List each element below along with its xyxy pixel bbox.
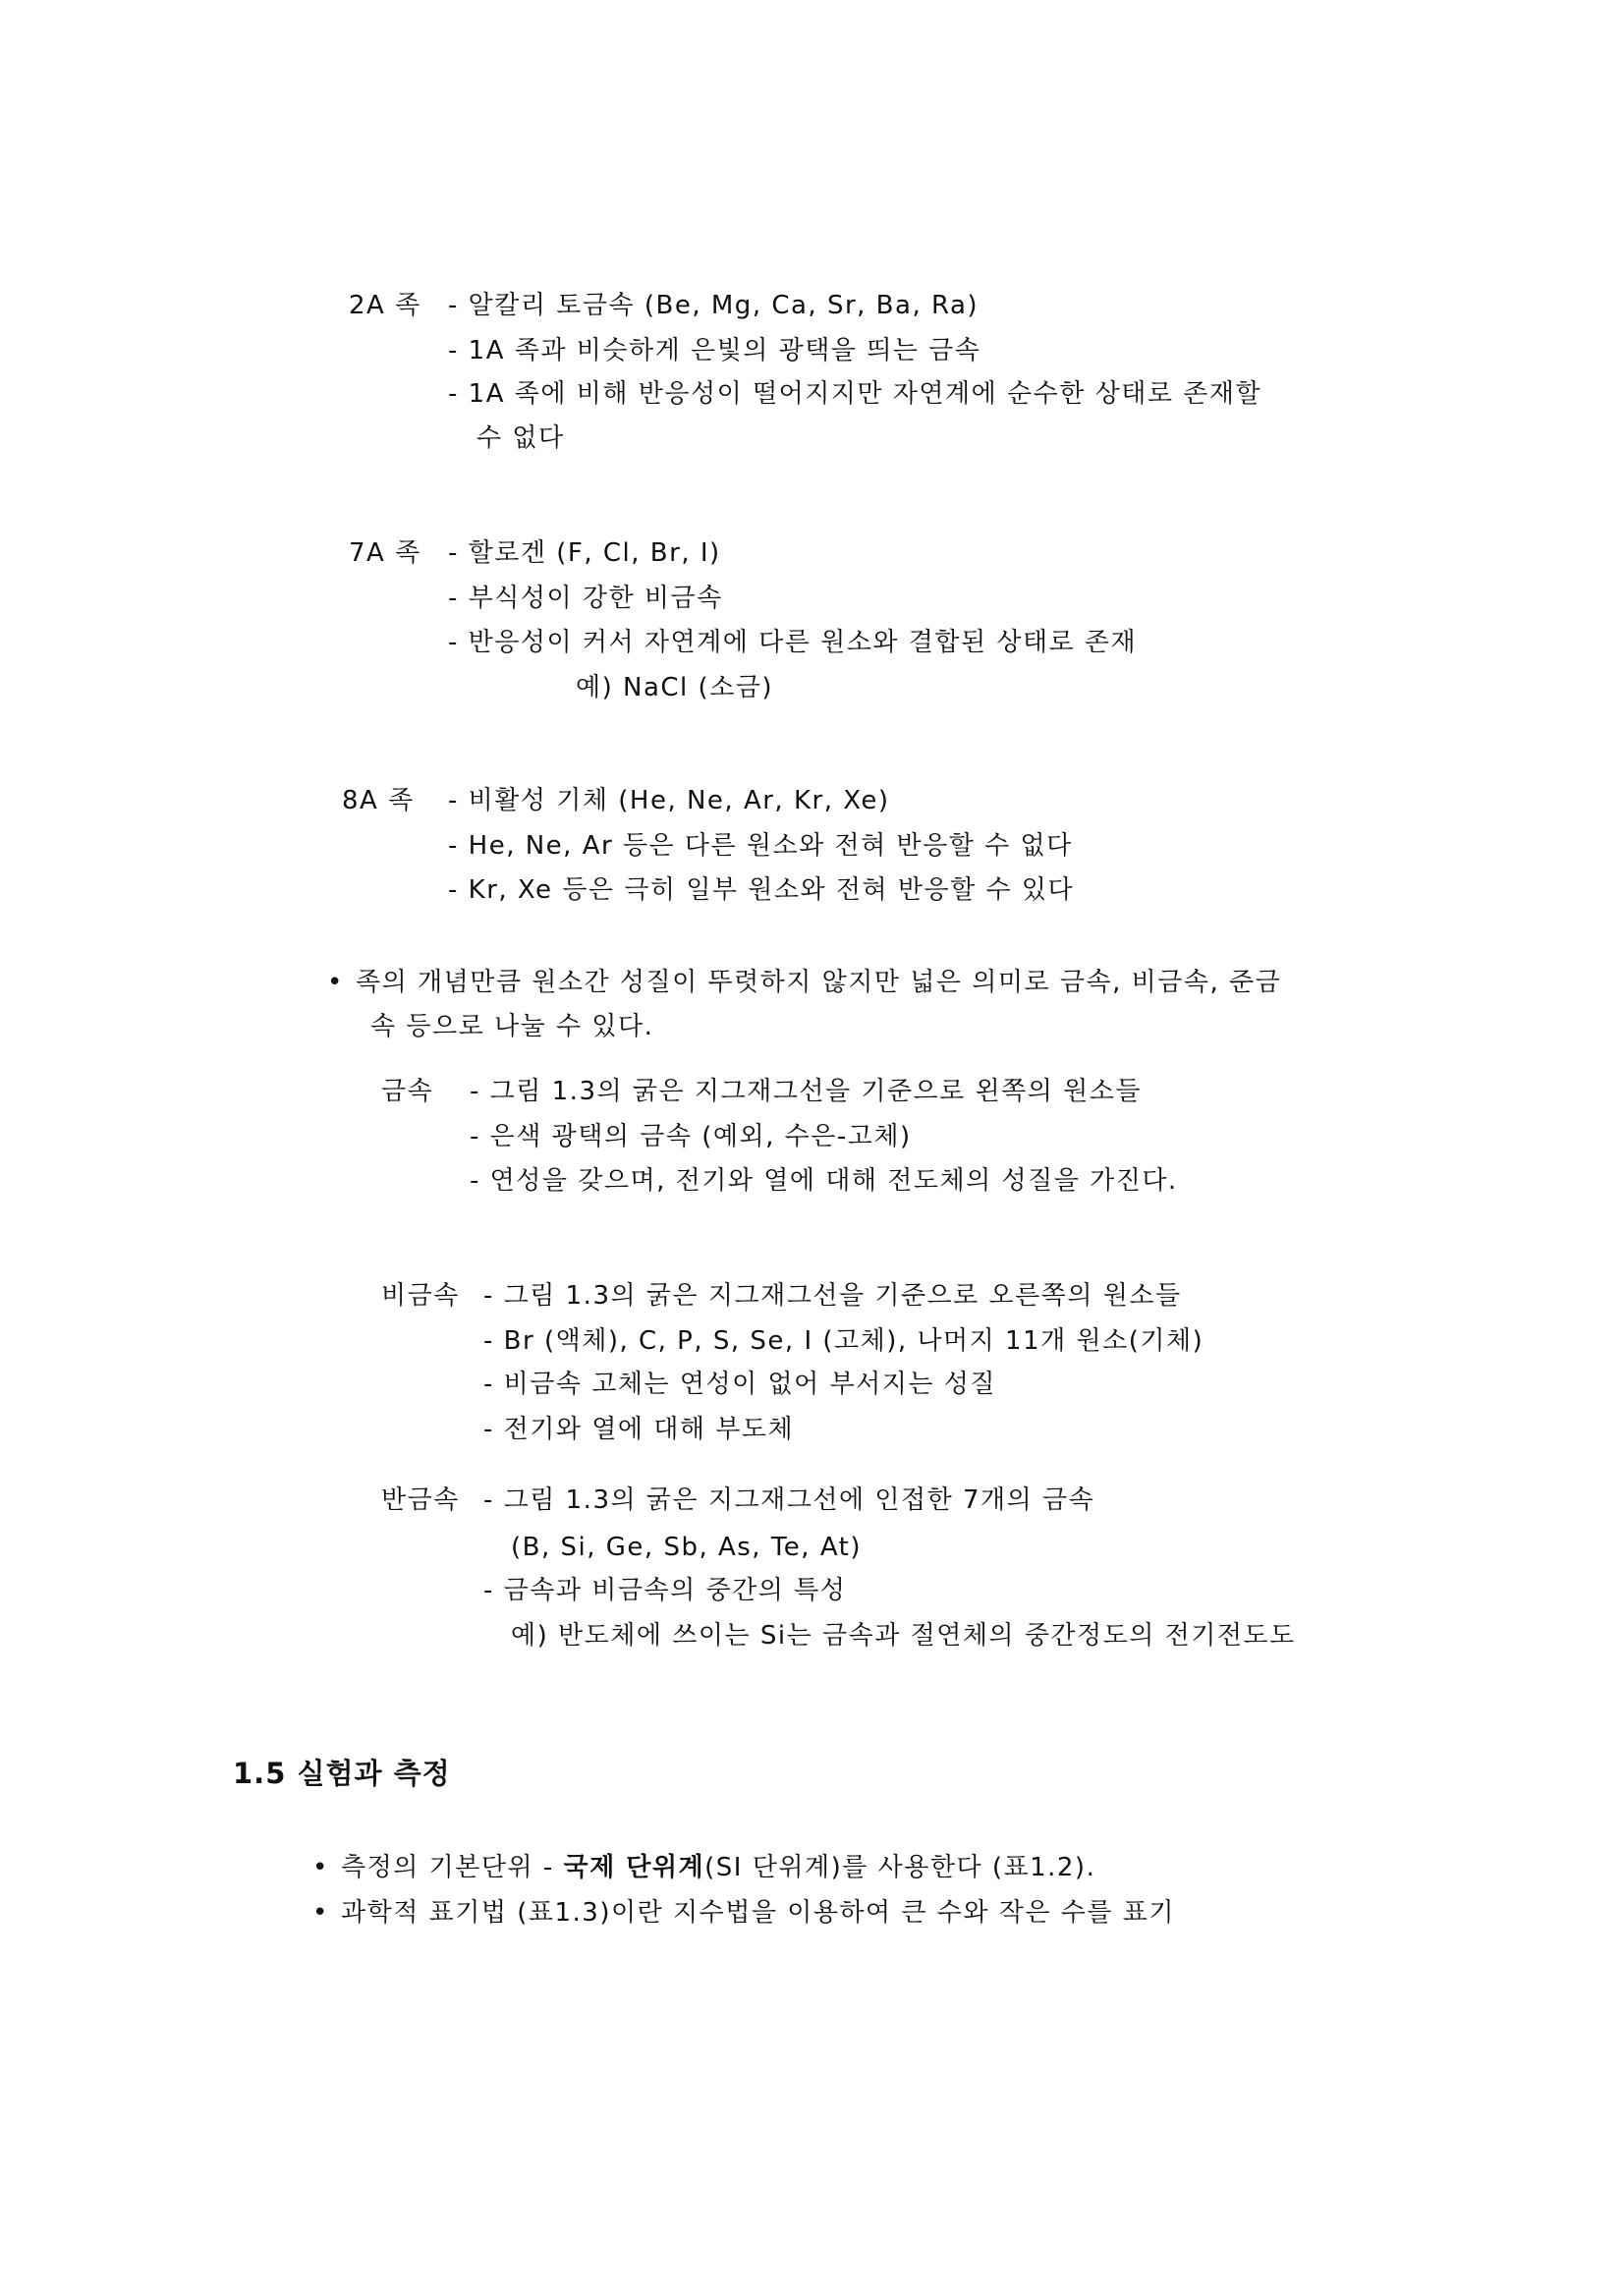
metalloid-item: (B, Si, Ge, Sb, As, Te, At) <box>511 1533 862 1562</box>
metalloid-example: 예) 반도체에 쓰이는 Si는 금속과 절연체의 중간정도의 전기전도도 <box>511 1621 1296 1651</box>
metal-item: - 그림 1.3의 굵은 지그재그선을 기준으로 왼쪽의 원소들 <box>470 1077 1143 1106</box>
metal-item: - 연성을 갖으며, 전기와 열에 대해 전도체의 성질을 가진다. <box>470 1166 1178 1196</box>
nonmetal-item: - Br (액체), C, P, S, Se, I (고체), 나머지 11개 원소(기체) <box>483 1326 1204 1356</box>
group-7a-label: 7A 족 <box>349 538 421 568</box>
metal-label: 금속 <box>381 1077 434 1106</box>
bullet-marker: • <box>327 968 344 997</box>
classification-line: 속 등으로 나눌 수 있다. <box>370 1012 654 1041</box>
nonmetal-item: - 전기와 열에 대해 부도체 <box>483 1415 795 1444</box>
group-7a-example: 예) NaCl (소금) <box>576 673 774 702</box>
group-2a-label: 2A 족 <box>349 291 421 320</box>
group-7a-title: - 할로겐 (F, Cl, Br, I) <box>448 538 721 568</box>
group-2a-item: 수 없다 <box>476 423 565 453</box>
group-8a-item: - Kr, Xe 등은 극히 일부 원소와 전혀 반응할 수 있다 <box>448 875 1075 905</box>
group-2a-item: - 1A 족에 비해 반응성이 떨어지지만 자연계에 순수한 상태로 존재할 <box>448 379 1262 409</box>
bullet-marker: • <box>312 1853 329 1882</box>
nonmetal-item: - 그림 1.3의 굵은 지그재그선을 기준으로 오른쪽의 원소들 <box>483 1281 1182 1311</box>
list-item-text <box>341 1853 1095 1882</box>
section-heading: 1.5 실험과 측정 <box>233 1757 451 1790</box>
group-7a-item: - 부식성이 강한 비금속 <box>448 584 723 613</box>
group-8a-item: - He, Ne, Ar 등은 다른 원소와 전혀 반응할 수 없다 <box>448 831 1073 861</box>
emphasis-text: 국제 단위계 <box>563 1853 705 1882</box>
group-8a-label: 8A 족 <box>342 786 415 815</box>
group-7a-item: - 반응성이 커서 자연계에 다른 원소와 결합된 상태로 존재 <box>448 628 1138 657</box>
nonmetal-label: 비금속 <box>381 1281 460 1311</box>
metalloid-item: - 금속과 비금속의 중간의 특성 <box>483 1576 847 1605</box>
group-2a-item: - 1A 족과 비슷하게 은빛의 광택을 띄는 금속 <box>448 336 981 365</box>
bullet-marker: • <box>312 1898 329 1928</box>
metal-item: - 은색 광택의 금속 (예외, 수은-고체) <box>470 1122 912 1151</box>
classification-line: 족의 개념만큼 원소간 성질이 뚜렷하지 않지만 넓은 의미로 금속, 비금속, 준금 <box>356 968 1282 997</box>
metalloid-item: - 그림 1.3의 굵은 지그재그선에 인접한 7개의 금속 <box>483 1485 1095 1515</box>
metalloid-label: 반금속 <box>381 1485 460 1515</box>
list-item-text-part: 측정의 기본단위 - <box>341 1853 564 1882</box>
list-item-text-part: (SI 단위계)를 사용한다 (표1.2). <box>704 1853 1096 1882</box>
group-8a-title: - 비활성 기체 (He, Ne, Ar, Kr, Xe) <box>448 786 890 815</box>
nonmetal-item: - 비금속 고체는 연성이 없어 부서지는 성질 <box>483 1370 996 1399</box>
group-2a-title: - 알칼리 토금속 (Be, Mg, Ca, Sr, Ba, Ra) <box>448 291 980 320</box>
list-item-text: 과학적 표기법 (표1.3)이란 지수법을 이용하여 큰 수와 작은 수를 표기 <box>341 1898 1176 1928</box>
